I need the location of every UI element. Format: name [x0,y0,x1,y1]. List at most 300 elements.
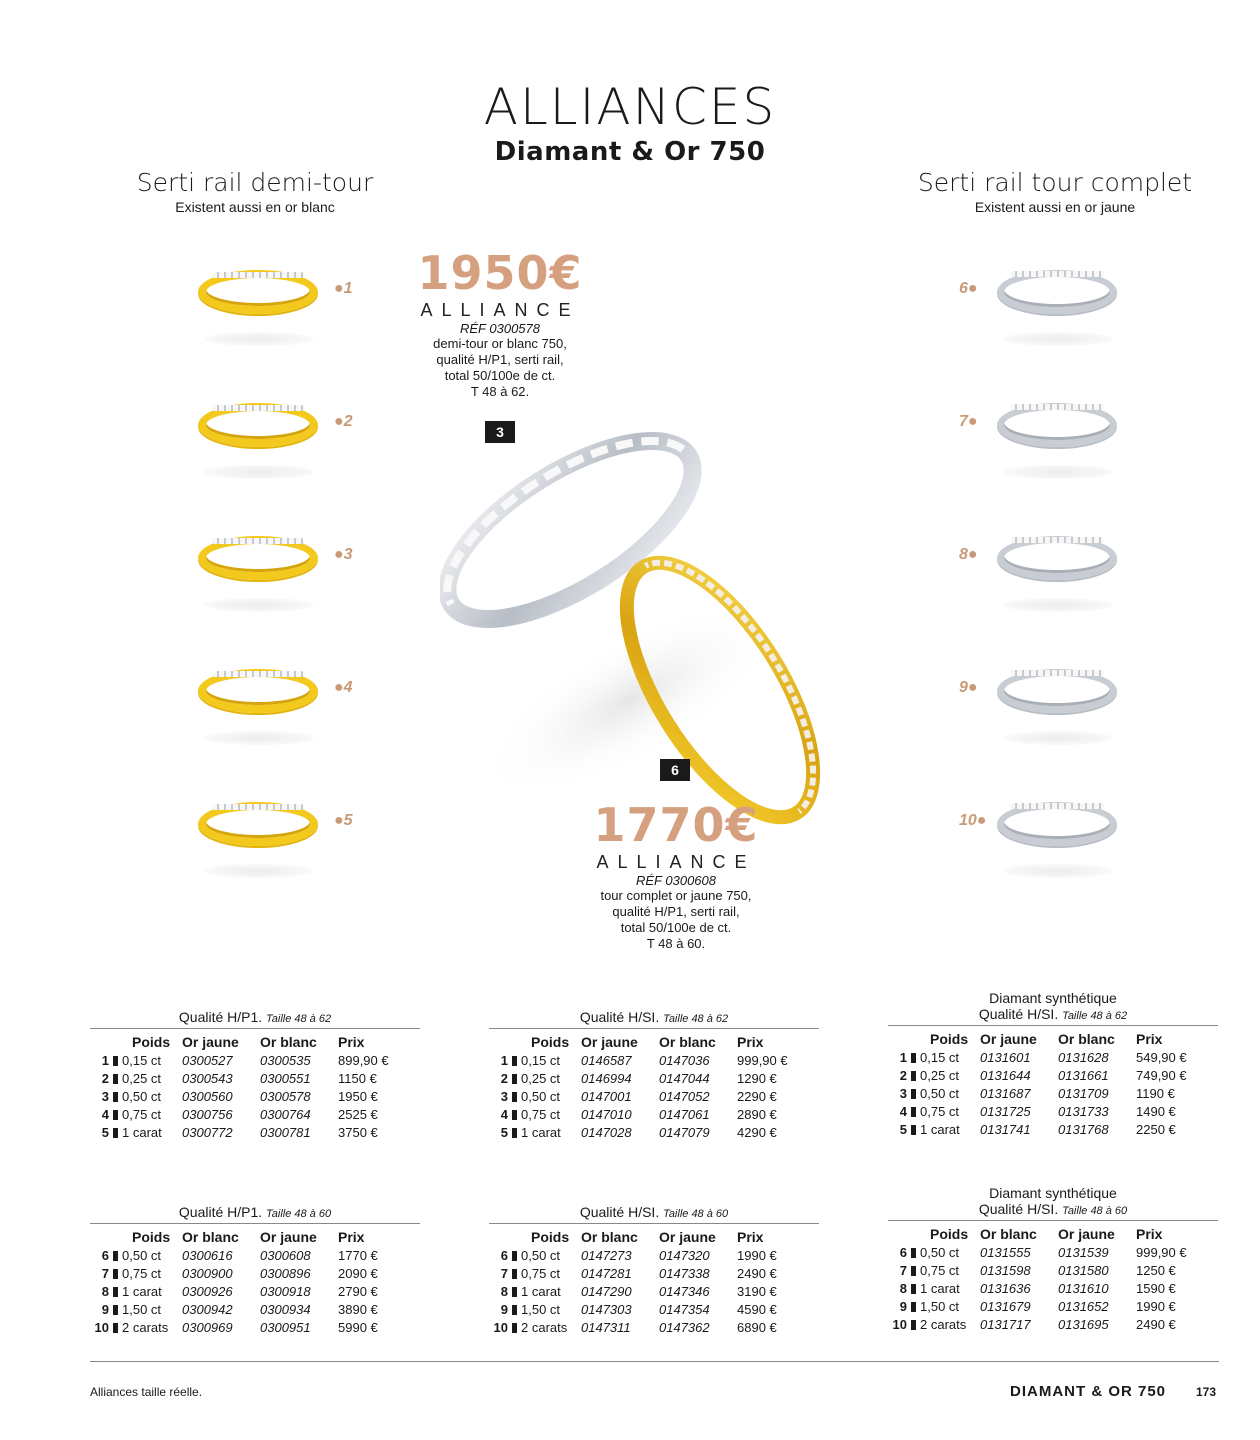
quality-label: Qualité H/SI. [579,1204,660,1220]
table-header-row [90,1228,420,1246]
ref-cell: 0131687 [980,1085,1031,1101]
weight-cell: 0,75 ct [521,1265,561,1281]
quality-label: Qualité H/SI. [579,1009,660,1025]
ring-stones [212,538,304,544]
row-marker [512,1128,517,1138]
featured-offer-1 [410,246,590,400]
row-marker [113,1128,118,1138]
row-number-text: 8 [500,1283,508,1299]
weight-cell: 1 carat [122,1124,162,1140]
table-rule [888,1220,1218,1221]
weight-cell: 2 carats [122,1319,169,1335]
row-number [888,1084,920,1102]
ring-item-left [190,794,410,884]
row-number [90,1069,122,1087]
table-row [90,1264,420,1282]
table-row [489,1123,819,1141]
table-row [90,1300,420,1318]
featured-1-desc [410,336,590,400]
row-marker [113,1269,118,1279]
header-cell: Poids [930,1031,969,1047]
table-header-row [888,1030,1218,1048]
price-cell: 749,90 € [1136,1067,1187,1083]
row-marker [512,1251,517,1261]
ring-stones [1010,404,1104,410]
ref-cell: 0300969 [182,1319,233,1335]
row-number [888,1243,920,1261]
row-number [489,1123,521,1141]
footer-divider [90,1361,1219,1362]
header-cell: Or blanc [260,1034,317,1050]
ring-reflection [204,332,314,346]
ring-number: 9● [959,679,978,696]
header-cell: Prix [737,1034,764,1050]
price-cell: 1490 € [1136,1103,1176,1119]
row-number [489,1105,521,1123]
ref-cell: 0147354 [659,1301,710,1317]
ref-cell: 0147281 [581,1265,632,1281]
row-number [489,1264,521,1282]
table-rule [489,1223,819,1224]
price-table [90,1204,420,1336]
row-number [888,1102,920,1120]
row-number-text: 9 [500,1301,508,1317]
ref-cell: 0147311 [581,1319,631,1335]
ref-cell: 0131725 [980,1103,1031,1119]
price-cell: 2250 € [1136,1121,1176,1137]
row-number [90,1318,122,1336]
weight-cell: 0,75 ct [122,1265,162,1281]
ref-cell: 0300560 [182,1088,233,1104]
ref-cell: 0147044 [659,1070,710,1086]
gold-ring-image [198,669,318,713]
table-row [888,1048,1218,1066]
featured-1-ref: RÉF 0300578 [460,321,540,336]
price-cell: 999,90 € [1136,1244,1187,1260]
price-cell: 3890 € [338,1301,378,1317]
featured-2-ref: RÉF 0300608 [636,873,716,888]
header-cell: Or jaune [1058,1226,1115,1242]
ring-reflection [204,731,314,745]
price-cell: 2290 € [737,1088,777,1104]
ref-cell: 0131580 [1058,1262,1109,1278]
header-cell: Or blanc [980,1226,1037,1242]
ref-cell: 0300527 [182,1052,233,1068]
header-cell: Poids [531,1034,570,1050]
row-number [489,1069,521,1087]
header-cell: Or blanc [1058,1031,1115,1047]
header-cell: Prix [338,1034,365,1050]
ref-cell: 0131733 [1058,1103,1109,1119]
weight-cell: 2 carats [521,1319,568,1335]
ring-item-right [955,395,1175,485]
price-cell: 1250 € [1136,1262,1176,1278]
table-row [888,1261,1218,1279]
ring-stones [1010,271,1104,277]
ring-item-left [190,262,410,352]
row-number-text: 9 [101,1301,109,1317]
header-cell: Or jaune [980,1031,1037,1047]
row-number-text: 9 [899,1298,907,1314]
size-range: Taille 48 à 62 [266,1013,332,1025]
white-gold-ring-image [997,802,1117,846]
ring-item-left [190,661,410,751]
ref-cell: 0131601 [980,1049,1031,1065]
ring-item-right [955,794,1175,884]
ref-cell: 0131539 [1058,1244,1109,1260]
row-marker [512,1092,517,1102]
page-title: ALLIANCES [483,78,777,136]
weight-cell: 1 carat [920,1280,960,1296]
row-marker [113,1323,118,1333]
featured-2-desc-line: tour complet or jaune 750, [600,888,752,903]
row-marker [512,1074,517,1084]
table-row [888,1315,1218,1333]
ref-cell: 0147052 [659,1088,710,1104]
ring-number: 7● [959,413,978,430]
ref-cell: 0146994 [581,1070,632,1086]
table-row [90,1123,420,1141]
ref-cell: 0300535 [260,1052,311,1068]
table-row [489,1051,819,1069]
price-cell: 3190 € [737,1283,777,1299]
size-range: Taille 48 à 62 [663,1013,729,1025]
white-gold-ring-image [997,403,1117,447]
row-number-text: 5 [500,1124,508,1140]
left-section-title: Serti rail demi-tour [136,168,374,197]
ref-cell: 0147028 [581,1124,632,1140]
featured-offer-2 [586,798,766,952]
table-header-row [888,1225,1218,1243]
row-marker [113,1092,118,1102]
header-cell: Or blanc [581,1229,638,1245]
row-number-text: 6 [899,1244,907,1260]
ref-cell: 0300616 [182,1247,233,1263]
ring-stones [212,804,304,810]
row-number [489,1318,521,1336]
table-rule [888,1025,1218,1026]
ring-reflection [1003,465,1113,479]
table-row [489,1318,819,1336]
weight-cell: 0,75 ct [920,1103,960,1119]
ref-cell: 0300578 [260,1088,311,1104]
table-row [90,1087,420,1105]
header-cell: Prix [338,1229,365,1245]
weight-cell: 0,75 ct [122,1106,162,1122]
ref-cell: 0131695 [1058,1316,1109,1332]
ref-cell: 0300764 [260,1106,311,1122]
table-caption [489,1204,819,1220]
price-cell: 2525 € [338,1106,378,1122]
ring-reflection [204,598,314,612]
header-cell: Or jaune [260,1229,317,1245]
weight-cell: 0,50 ct [122,1247,162,1263]
row-marker [911,1284,916,1294]
ref-cell: 0131628 [1058,1049,1109,1065]
row-number-text: 10 [493,1319,508,1335]
row-number [90,1246,122,1264]
row-number [888,1048,920,1066]
table-row [90,1318,420,1336]
ref-cell: 0147290 [581,1283,632,1299]
featured-1-price: 1950€ [417,246,583,300]
row-marker [911,1089,916,1099]
header-cell: Or jaune [659,1229,716,1245]
price-grid [90,1228,420,1336]
row-number-text: 10 [892,1316,907,1332]
price-cell: 3750 € [338,1124,378,1140]
ring-stones [1010,537,1104,543]
table-row [888,1102,1218,1120]
row-marker [113,1056,118,1066]
ref-cell: 0131661 [1058,1067,1109,1083]
row-number [888,1120,920,1138]
ref-cell: 0131644 [980,1067,1031,1083]
row-number-text: 4 [101,1106,109,1122]
featured-2-price: 1770€ [593,798,759,852]
table-caption [90,1009,420,1025]
ref-cell: 0131741 [980,1121,1031,1137]
row-number [888,1279,920,1297]
price-cell: 2490 € [1136,1316,1176,1332]
ref-cell: 0147338 [659,1265,710,1281]
row-marker [512,1305,517,1315]
row-number-text: 3 [899,1085,907,1101]
table-caption [489,1009,819,1025]
ref-cell: 0300918 [260,1283,311,1299]
table-row [489,1105,819,1123]
ref-cell: 0131636 [980,1280,1031,1296]
featured-1-label: ALLIANCE [420,300,580,320]
weight-cell: 1 carat [521,1124,561,1140]
price-table [489,1204,819,1336]
table-row [888,1084,1218,1102]
table-header-row [90,1033,420,1051]
row-number [489,1300,521,1318]
weight-cell: 0,15 ct [122,1052,162,1068]
table-row [489,1264,819,1282]
row-number-text: 4 [500,1106,508,1122]
table-caption-line: Diamant synthétique [989,1185,1117,1201]
quality-label: Qualité H/P1. [178,1009,263,1025]
header-cell [90,1033,122,1051]
weight-cell: 0,50 ct [920,1244,960,1260]
ref-cell: 0131768 [1058,1121,1109,1137]
row-marker [911,1125,916,1135]
table-row [90,1069,420,1087]
table-row [90,1246,420,1264]
featured-1-desc-line: total 50/100e de ct. [444,368,556,383]
price-cell: 1290 € [737,1070,777,1086]
row-marker [512,1110,517,1120]
row-number-text: 8 [101,1283,109,1299]
ref-cell: 0147001 [581,1088,632,1104]
header-cell [888,1225,920,1243]
row-number-text: 2 [500,1070,508,1086]
row-number-text: 8 [899,1280,907,1296]
ref-cell: 0147036 [659,1052,710,1068]
ring-reflection [204,864,314,878]
ring-number: 10● [959,812,987,829]
price-cell: 4290 € [737,1124,777,1140]
table-caption [888,1006,1218,1022]
ring-number: 6● [959,280,978,297]
price-grid [489,1033,819,1141]
header-cell: Poids [531,1229,570,1245]
header-cell: Poids [132,1034,171,1050]
ref-cell: 0300543 [182,1070,233,1086]
weight-cell: 0,25 ct [920,1067,960,1083]
weight-cell: 0,75 ct [920,1262,960,1278]
weight-cell: 1 carat [920,1121,960,1137]
table-row [888,1279,1218,1297]
header-cell: Or blanc [182,1229,239,1245]
price-grid [888,1030,1218,1138]
table-rule [90,1028,420,1029]
price-cell: 1770 € [338,1247,378,1263]
row-number-text: 10 [94,1319,109,1335]
ref-cell: 0147346 [659,1283,710,1299]
price-cell: 2790 € [338,1283,378,1299]
ring-number: ●3 [334,546,353,563]
row-number-text: 1 [899,1049,907,1065]
header-cell: Prix [737,1229,764,1245]
featured-2-label: ALLIANCE [596,852,756,872]
weight-cell: 0,50 ct [521,1247,561,1263]
price-cell: 1990 € [1136,1298,1176,1314]
price-table [489,1009,819,1141]
ring-stones [212,272,304,278]
row-number [90,1282,122,1300]
ref-cell: 0147079 [659,1124,710,1140]
ref-cell: 0147010 [581,1106,632,1122]
price-cell: 6890 € [737,1319,777,1335]
row-marker [512,1287,517,1297]
table-header-row [489,1033,819,1051]
row-number [90,1105,122,1123]
ref-cell: 0147273 [581,1247,632,1263]
header-cell: Prix [1136,1226,1163,1242]
ring-item-left [190,528,410,618]
table-rule [489,1028,819,1029]
ring-reflection [1003,731,1113,745]
header-cell [489,1228,521,1246]
weight-cell: 0,50 ct [521,1088,561,1104]
ring-stones [212,405,304,411]
ring-stones [212,671,304,677]
gold-ring-image [198,536,318,580]
price-table [888,990,1218,1138]
featured-1-desc-line: T 48 à 62. [470,384,530,399]
right-section-subtitle: Existent aussi en or jaune [974,199,1136,215]
featured-2-desc-line: qualité H/P1, serti rail, [612,904,740,919]
row-number-text: 6 [101,1247,109,1263]
price-table [888,1185,1218,1333]
row-marker [113,1251,118,1261]
ref-cell: 0131555 [980,1244,1031,1260]
price-cell: 1950 € [338,1088,378,1104]
badge-6: 6 [660,759,690,781]
ref-cell: 0300551 [260,1070,311,1086]
row-marker [512,1323,517,1333]
row-marker [113,1074,118,1084]
size-range: Taille 48 à 60 [1062,1205,1128,1217]
gold-ring-image [198,802,318,846]
row-number-text: 6 [500,1247,508,1263]
ref-cell: 0300900 [182,1265,233,1281]
header-cell [90,1228,122,1246]
featured-1-desc-line: qualité H/P1, serti rail, [436,352,564,367]
row-number-text: 1 [500,1052,508,1068]
row-number [489,1282,521,1300]
right-section-head [900,168,1210,215]
price-cell: 2090 € [338,1265,378,1281]
ref-cell: 0300951 [260,1319,311,1335]
price-cell: 549,90 € [1136,1049,1187,1065]
gold-ring-image [198,403,318,447]
ref-cell: 0131679 [980,1298,1031,1314]
weight-cell: 1 carat [122,1283,162,1299]
table-header-row [489,1228,819,1246]
ring-reflection [1003,864,1113,878]
ring-reflection [1003,598,1113,612]
row-number-text: 2 [899,1067,907,1083]
table-caption-line: Diamant synthétique [989,990,1117,1006]
row-marker [512,1269,517,1279]
price-cell: 1190 € [1136,1085,1175,1101]
ref-cell: 0131652 [1058,1298,1109,1314]
ring-number: ●5 [334,812,353,829]
ref-cell: 0131598 [980,1262,1031,1278]
ring-number: ●2 [334,413,353,430]
price-cell: 1150 € [338,1070,377,1086]
header-cell [489,1033,521,1051]
row-number [90,1300,122,1318]
ref-cell: 0147320 [659,1247,710,1263]
ring-number: ●4 [334,679,353,696]
table-caption [90,1204,420,1220]
table-row [489,1282,819,1300]
row-number [888,1315,920,1333]
footer-brand: DIAMANT & OR 750 [1010,1383,1167,1400]
header-cell: Poids [930,1226,969,1242]
ref-cell: 0300608 [260,1247,311,1263]
row-number [90,1264,122,1282]
left-section-head [100,168,410,215]
header-cell [888,1030,920,1048]
price-grid [489,1228,819,1336]
row-number-text: 3 [101,1088,109,1104]
price-cell: 2890 € [737,1106,777,1122]
weight-cell: 0,50 ct [920,1085,960,1101]
quality-label: Qualité H/SI. [978,1006,1059,1022]
row-number-text: 3 [500,1088,508,1104]
row-number [90,1087,122,1105]
ref-cell: 0300942 [182,1301,233,1317]
price-cell: 1590 € [1136,1280,1176,1296]
price-cell: 1990 € [737,1247,777,1263]
weight-cell: 0,25 ct [521,1070,561,1086]
price-cell: 4590 € [737,1301,777,1317]
ring-reflection [204,465,314,479]
row-marker [113,1110,118,1120]
table-row [90,1105,420,1123]
ring-item-right [955,262,1175,352]
ref-cell: 0147061 [659,1106,710,1122]
row-marker [911,1320,916,1330]
weight-cell: 0,75 ct [521,1106,561,1122]
quality-label: Qualité H/P1. [178,1204,263,1220]
